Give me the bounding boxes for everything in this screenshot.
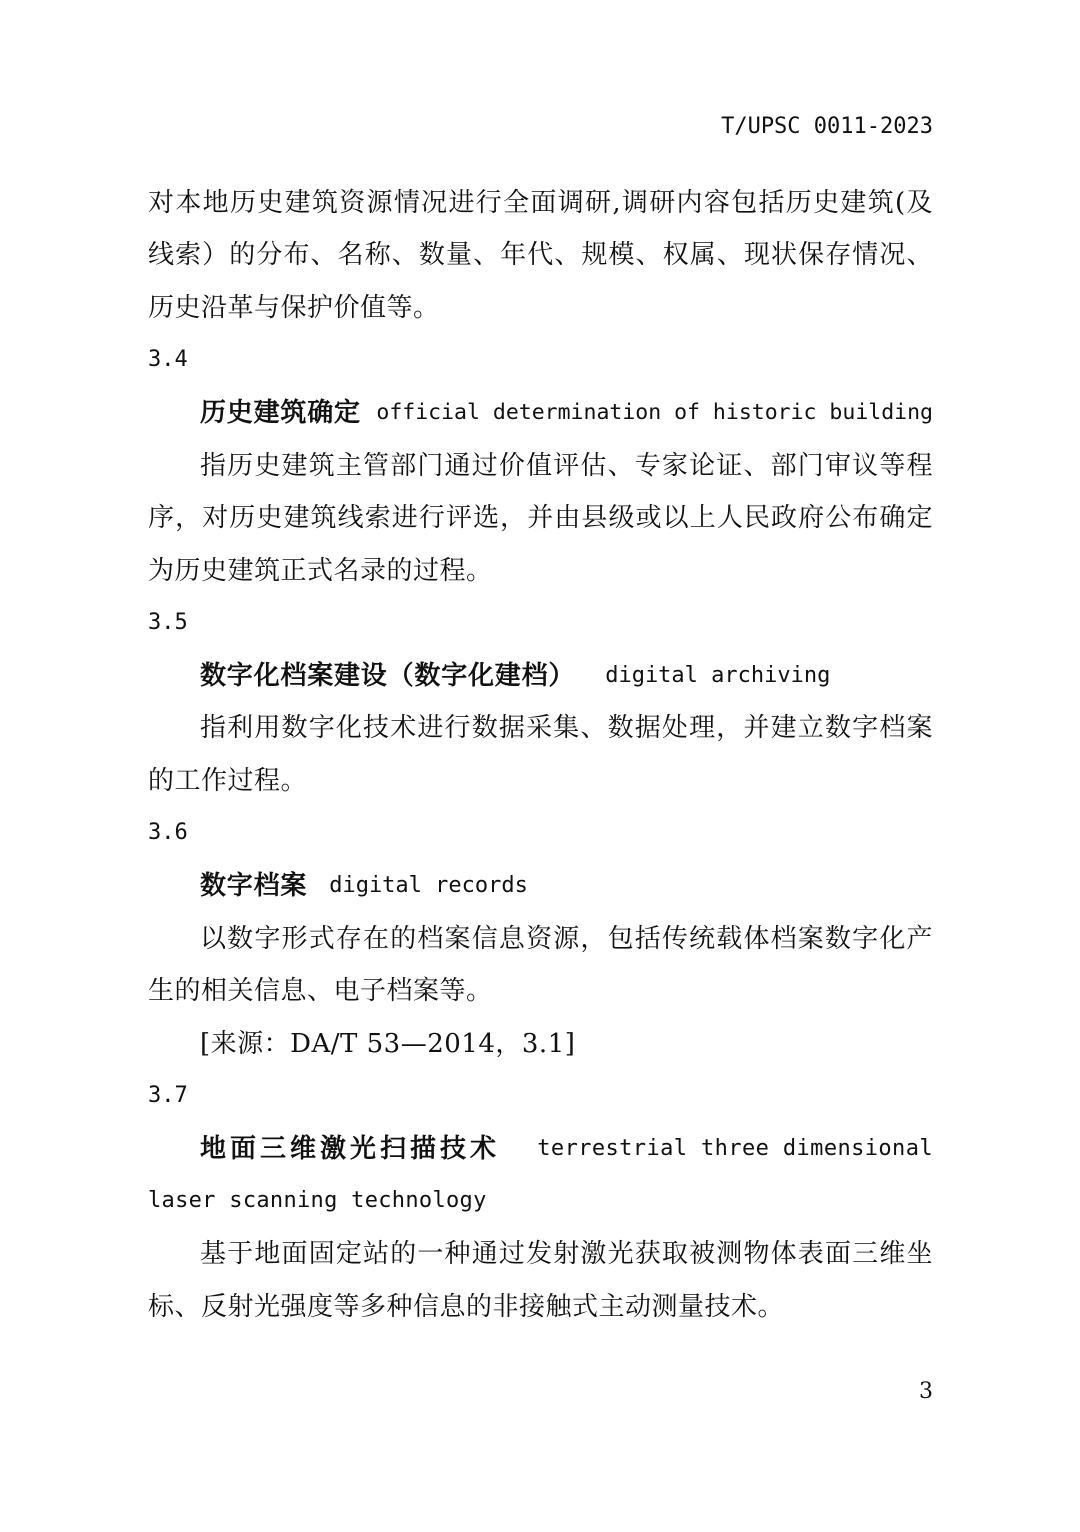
term-heading-3-7 [148, 1123, 933, 1176]
intro-line: 线索）的分布、名称、数量、年代、规模、权属、现状保存情况、 [148, 240, 933, 271]
term-zh: 数字档案 [200, 871, 308, 901]
document-body [148, 177, 933, 1333]
term-en: official determination of historic building [376, 399, 933, 425]
definition-line: 序，对历史建筑线索进行评选，并由县级或以上人民政府公布确定 [148, 503, 933, 534]
section-number-3-6: 3.6 [148, 820, 188, 846]
definition-line: 指历史建筑主管部门通过价值评估、专家论证、部门审议等程 [200, 450, 933, 481]
definition-line: 生的相关信息、电子档案等。 [148, 976, 493, 1007]
definition-line: 基于地面固定站的一种通过发射激光获取被测物体表面三维坐 [200, 1238, 933, 1269]
standard-number-header: T/UPSC 0011-2023 [721, 114, 933, 139]
term-en: digital records [329, 873, 528, 898]
section-number-3-4: 3.4 [148, 347, 188, 373]
term-en: terrestrial three dimensional [537, 1135, 933, 1161]
page-number: 3 [919, 1379, 933, 1404]
term-zh: 历史建筑确定 [200, 397, 361, 428]
term-zh: 地面三维激光扫描技术 [200, 1133, 501, 1164]
intro-line: 对本地历史建筑资源情况进行全面调研,调研内容包括历史建筑(及 [148, 187, 933, 218]
term-heading-3-7-continued [148, 1175, 933, 1228]
section-number-3-7: 3.7 [148, 1083, 188, 1109]
definition-line: 以数字形式存在的档案信息资源，包括传统载体档案数字化产 [200, 923, 933, 954]
intro-line: 历史沿革与保护价值等。 [148, 292, 440, 323]
term-heading-3-4 [148, 387, 933, 440]
term-heading-3-5 [148, 650, 933, 703]
term-en: laser scanning technology [148, 1188, 487, 1214]
definition-line: 的工作过程。 [148, 765, 308, 796]
source-citation: [来源：DA/T 53—2014，3.1] [200, 1028, 576, 1059]
term-en: digital archiving [605, 662, 831, 688]
term-heading-3-6 [148, 860, 933, 913]
section-number-3-5: 3.5 [148, 610, 188, 636]
definition-line: 标、反射光强度等多种信息的非接触式主动测量技术。 [148, 1291, 785, 1322]
term-zh: 数字化档案建设（数字化建档） [200, 660, 576, 691]
definition-line: 为历史建筑正式名录的过程。 [148, 555, 493, 586]
definition-line: 指利用数字化技术进行数据采集、数据处理，并建立数字档案 [200, 713, 933, 744]
